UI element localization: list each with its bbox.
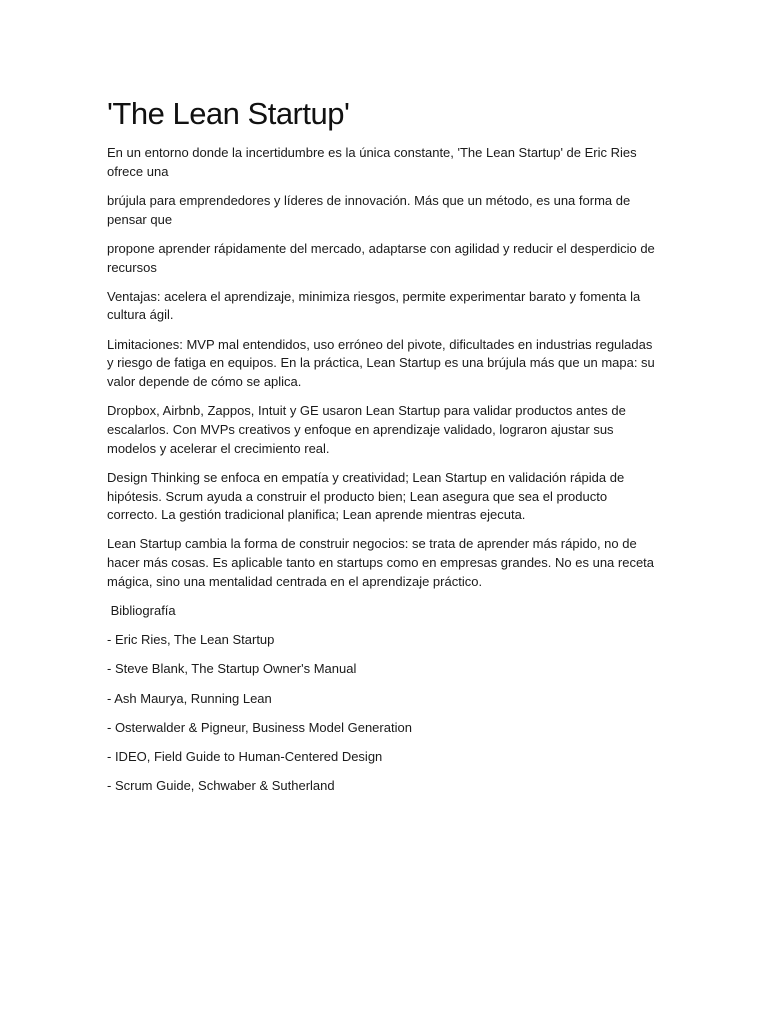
bibliography-item: - Eric Ries, The Lean Startup <box>107 632 275 648</box>
bibliography-item: - IDEO, Field Guide to Human-Centered Design <box>107 749 383 765</box>
paragraph-intro-1: En un entorno donde la incertidumbre es la única constante, 'The Lean Startup' de Eric Ries ofrece una <box>107 145 637 179</box>
bibliography-item: - Steve Blank, The Startup Owner's Manual <box>107 661 357 677</box>
document-page <box>107 94 659 806</box>
paragraph-intro-3: propone aprender rápidamente del mercado, adaptarse con agilidad y reducir el desperdicio de recursos <box>107 240 655 275</box>
document-title: 'The Lean Startup' <box>107 96 350 131</box>
bibliography-item: - Ash Maurya, Running Lean <box>107 690 272 706</box>
paragraph-conclusion: Lean Startup cambia la forma de construir negocios: se trata de aprender más rápido, no de hacer más cosas. Es aplicable tanto en startups como en empresas grandes. No es una receta mágica, sino una mentalidad centrada en el aprendizaje práctico. <box>107 536 655 589</box>
paragraph-intro-2: brújula para emprendedores y líderes de innovación. Más que un método, es una forma de pensar que <box>107 192 631 227</box>
paragraph-limitations: Limitaciones: MVP mal entendidos, uso erróneo del pivote, dificultades en industrias reguladas y riesgo de fatiga en equipos. En la práctica, Lean Startup es una brújula más que un mapa: su valor depende de cómo se aplica. <box>107 336 655 390</box>
paragraph-comparison: Design Thinking se enfoca en empatía y creatividad; Lean Startup en validación rápida de hipótesis. Scrum ayuda a construir el producto bien; Lean asegura que sea el producto correcto. La gestión tradicional planifica; Lean aprende mientras ejecuta. <box>107 469 625 523</box>
bibliography-heading: Bibliografía <box>107 603 176 619</box>
paragraph-advantages: Ventajas: acelera el aprendizaje, minimiza riesgos, permite experimentar barato y fomenta la cultura ágil. <box>107 288 641 323</box>
bibliography-item: - Osterwalder & Pigneur, Business Model Generation <box>107 719 412 735</box>
paragraph-examples: Dropbox, Airbnb, Zappos, Intuit y GE usaron Lean Startup para validar productos antes de escalarlos. Con MVPs creativos y enfoque en aprendizaje validado, lograron ajustar sus modelos y acelerar el crecimiento real. <box>107 403 626 456</box>
bibliography-item: - Scrum Guide, Schwaber & Sutherland <box>107 778 335 794</box>
